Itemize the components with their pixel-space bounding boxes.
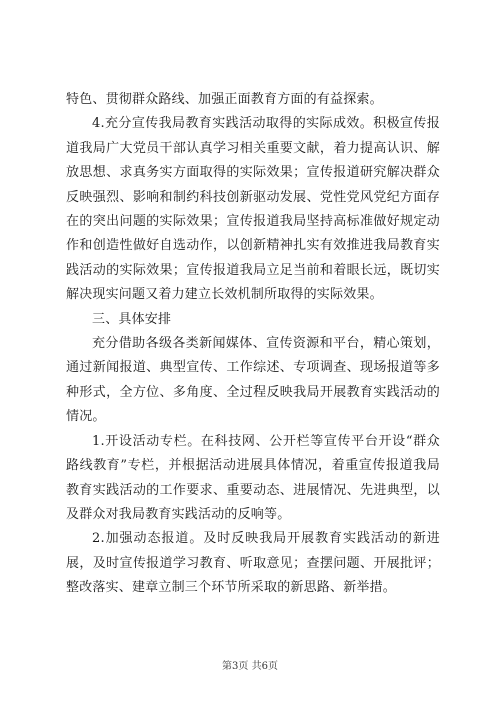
- paragraph-item-1: 1.开设活动专栏。在科技网、公开栏等宣传平台开设“群众路线教育”专栏，并根据活动进展具体情况，着重宣传报道我局教育实践活动的工作要求、重要动态、进展情况、先进典型，以及群众对我局教育实践活动的反响等。: [66, 433, 440, 522]
- paragraph-item-2: 2.加强动态报道。及时反映我局开展教育实践活动的新进展，及时宣传报道学习教育、听取意见；查摆问题、开展批评；整改落实、建章立制三个环节所采取的新思路、新举措。: [66, 531, 440, 596]
- page-number-footer: 第3页 共6页: [222, 661, 278, 672]
- paragraph-overview: 充分借助各级各类新闻媒体、宣传资源和平台，精心策划，通过新闻报道、典型宣传、工作综述、专项调查、现场报道等多种形式，全方位、多角度、全过程反映我局开展教育实践活动的情况。: [66, 336, 440, 425]
- paragraph-item-4: 4.充分宣传我局教育实践活动取得的实际成效。积极宣传报道我局广大党员干部认真学习相关重要文献，着力提高认识、解放思想、求真务实方面取得的实际效果；宣传报道研究解决群众反映强烈、影响和制约科技创新驱动发展、党性党风党纪方面存在的突出问题的实际效果；宣传报道我局坚持高标准做好规定动作和创造性做好自选动作，以创新精神扎实有效推进我局教育实践活动的实际效果；宣传报道我局立足当前和着眼长远，既切实解决现实问题又着力建立长效机制所取得的实际效果。: [66, 116, 440, 303]
- document-body: [66, 88, 440, 601]
- paragraph-continuation: 特色、贯彻群众路线、加强正面教育方面的有益探索。: [66, 92, 383, 107]
- section-heading-arrangement: 三、具体安排: [92, 311, 172, 327]
